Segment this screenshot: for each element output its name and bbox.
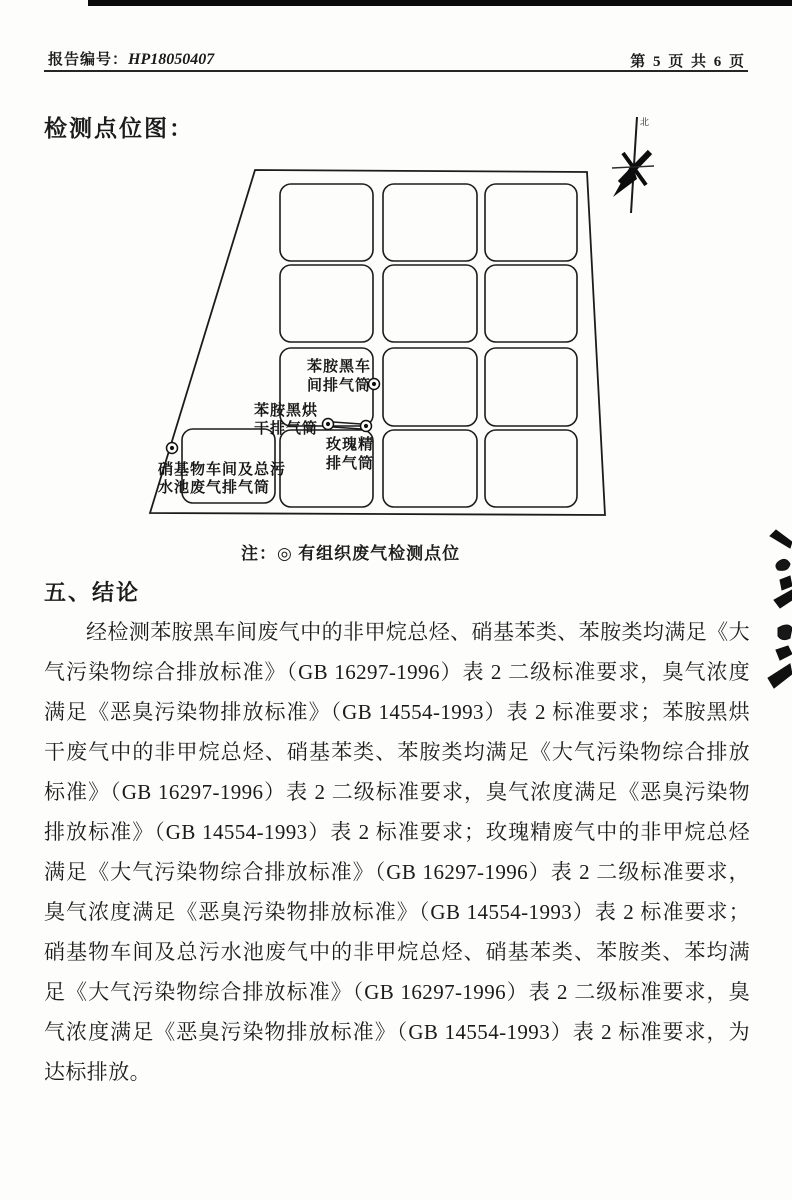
label-nitro-stack-line1: 硝基物车间及总污 (158, 461, 287, 478)
label-workshop-stack-line2: 间排气筒 (306, 377, 372, 394)
label-nitro-stack-line2: 水池废气排气筒 (158, 479, 271, 496)
conclusion-section-title: 五、结论 (44, 580, 141, 605)
label-workshop-stack-line1: 苯胺黑车 (306, 358, 372, 375)
map-legend-note: 注：◎ 有组织废气检测点位 (241, 544, 461, 563)
marker-rose-stack (361, 421, 372, 432)
header-rule (44, 70, 748, 72)
building-r3c2 (383, 348, 477, 426)
label-drying-stack-line1: 苯胺黑烘 (253, 402, 319, 419)
scan-edge-strip (88, 0, 792, 6)
building-r3c3 (485, 348, 577, 426)
edge-stamp-marks (766, 528, 792, 706)
building-r2c2 (383, 265, 477, 342)
label-rose-stack-line2: 排气筒 (325, 455, 375, 472)
page-indicator: 第 5 页 共 6 页 (630, 54, 746, 70)
north-label: 北 (640, 117, 650, 127)
building-r4c3 (485, 430, 577, 507)
building-grid (182, 184, 577, 507)
building-r2c3 (485, 265, 577, 342)
monitoring-point-map (140, 105, 660, 535)
report-number-value: HP18050407 (128, 51, 215, 68)
report-number-label: 报告编号： (48, 52, 129, 68)
building-r1c3 (485, 184, 577, 261)
marker-nitro-stack (167, 443, 178, 454)
map-section-title: 检测点位图： (44, 115, 194, 141)
marker-drying-stack (323, 419, 334, 430)
conclusion-paragraph: 经检测苯胺黑车间废气中的非甲烷总烃、硝基苯类、苯胺类均满足《大气污染物综合排放标准》（GB 16297-1996）表 2 二级标准要求，臭气浓度满足《恶臭污染物排放标准》（GB 14554-1993）表 2 标准要求；苯胺黑烘干废气中的非甲烷总烃、硝基苯类、苯胺类均满足《大气污染物综合排放标准》（GB 16297-1996）表 2 二级标准要求，臭气浓度满足《恶臭污染物排放标准》（GB 14554-1993）表 2 标准要求；玫瑰精废气中的非甲烷总烃满足《大气污染物综合排放标准》（GB 16297-1996）表 2 二级标准要求，臭气浓度满足《恶臭污染物排放标准》（GB 14554-1993）表 2 标准要求；硝基物车间及总污水池废气中的非甲烷总烃、硝基苯类、苯胺类、苯均满足《大气污染物综合排放标准》（GB 16297-1996）表 2 二级标准要求，臭气浓度满足《恶臭污染物排放标准》（GB 14554-1993）表 2 标准要求，为达标排放。 (44, 620, 750, 1084)
label-drying-stack-line2: 干排气筒 (253, 420, 319, 437)
building-r1c2 (383, 184, 477, 261)
building-r1c1 (280, 184, 373, 261)
building-r4c2 (383, 430, 477, 507)
report-number (48, 48, 214, 69)
north-arrow-icon (612, 116, 654, 213)
building-r2c1 (280, 265, 373, 342)
label-rose-stack-line1: 玫瑰精 (325, 436, 375, 453)
